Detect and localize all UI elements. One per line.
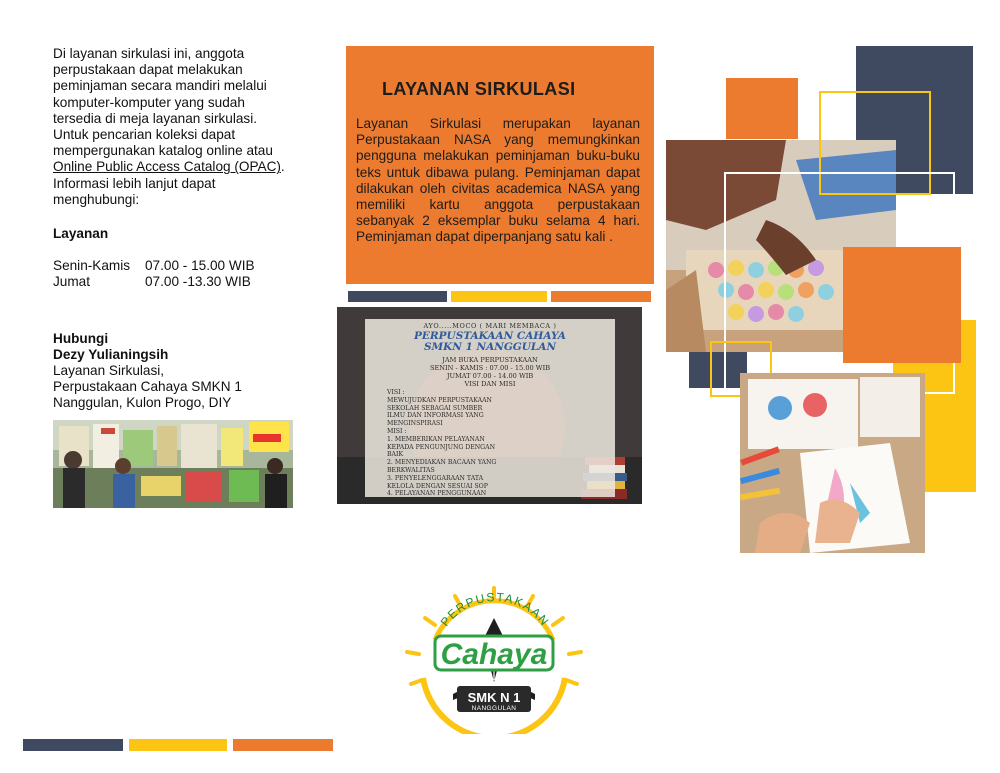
hours-row xyxy=(53,258,293,274)
left-column xyxy=(53,46,293,412)
child-drawing-photo xyxy=(740,373,925,553)
poster-tagline: AYO.....MOCO ( MARI MEMBACA ) xyxy=(423,322,557,330)
poster-hours xyxy=(365,356,615,388)
library-visitors-illustration xyxy=(53,420,293,508)
perpustakaan-cahaya-logo xyxy=(395,582,593,734)
poster-brand-line: SMKN 1 NANGGULAN xyxy=(423,341,557,353)
poster-vm-line: MEWUJUDKAN PERPUSTAKAAN xyxy=(387,396,492,404)
logo-name: Cahaya xyxy=(440,638,548,671)
hours-time: 07.00 -13.30 WIB xyxy=(145,274,251,290)
contact-block xyxy=(53,331,293,412)
poster-vm-line: 4. PELAYANAN PENGGUNAAN xyxy=(387,490,487,498)
poster-vm-line: VISI : xyxy=(387,389,405,396)
poster-brand xyxy=(365,331,615,353)
library-poster xyxy=(337,307,642,504)
poster-vm-line: ILMU DAN INFORMASI YANG xyxy=(387,412,484,420)
hours-day: Jumat xyxy=(53,274,91,290)
poster-vm-line: KELOLA DENGAN SESUAI SOP xyxy=(387,482,488,490)
hours-time: 07.00 - 15.00 WIB xyxy=(145,258,255,274)
poster-hours-weekday: SENIN - KAMIS : 07.00 - 15.00 WIB xyxy=(429,364,551,372)
poster-vm-line: MENGINSPIRASI xyxy=(387,420,443,428)
orange-divider-strip xyxy=(551,291,651,302)
navy-footer-bar xyxy=(23,739,123,751)
intro-paragraph xyxy=(53,46,293,208)
poster-vm-line: 3. PENYELENGGARAAN TATA xyxy=(387,474,484,482)
orange-square-decoration xyxy=(726,78,798,139)
contact-name: Dezy Yulianingsih xyxy=(53,346,169,362)
poster-vm-line: KEPADA PENGUNJUNG DENGAN xyxy=(387,443,495,451)
poster-vm-line: BERKWALITAS xyxy=(387,466,435,474)
circulation-info-box xyxy=(346,46,654,284)
poster-vm-heading: VISI DAN MISI xyxy=(464,380,516,388)
orange-overlay-square-decoration xyxy=(843,247,961,363)
contact-heading: Hubungi xyxy=(53,330,109,346)
poster-vision-mission xyxy=(387,389,597,504)
logo-school: SMK N 1 xyxy=(467,690,521,705)
yellow-footer-bar xyxy=(129,739,227,751)
poster-vm-line: 1. MEMBERIKAN PELAYANAN xyxy=(387,435,485,443)
poster-hours-friday: JUMAT 07.00 - 14.00 WIB xyxy=(446,372,534,380)
contact-line: Perpustakaan Cahaya SMKN 1 xyxy=(53,379,242,395)
orange-footer-bar xyxy=(233,739,333,751)
contact-line: Nanggulan, Kulon Progo, DIY xyxy=(53,395,232,411)
library-visitors-photo xyxy=(53,420,293,508)
navy-divider-strip xyxy=(348,291,447,302)
poster-vm-line: INTERNET DENGAN BIJAK xyxy=(387,498,475,504)
circulation-title: LAYANAN SIRKULASI xyxy=(382,79,576,99)
services-heading: Layanan xyxy=(53,226,109,242)
poster-vm-line: MISI : xyxy=(387,427,407,435)
circulation-description: Layanan Sirkulasi merupakan layanan Perpustakaan NASA yang memungkinkan pengguna melakukan peminjaman buku-buku teks untuk dibawa pulang. Peminjaman dapat dilakukan oleh civitas academica NASA yang memiliki kartu anggota perpustakaan sebanyak 2 eksemplar buku selama 4 hari. Peminjaman dapat diperpanjang satu kali . xyxy=(356,116,640,245)
yellow-divider-strip xyxy=(451,291,547,302)
logo-place: NANGGULAN xyxy=(471,705,517,712)
intro-text-end: . Informasi lebih lanjut dapat menghubungi: xyxy=(53,159,285,207)
poster-brand-line: PERPUSTAKAAN CAHAYA xyxy=(414,330,566,342)
poster-vm-line: SEKOLAH SEBAGAI SUMBER xyxy=(387,404,483,412)
opening-hours xyxy=(53,258,293,290)
intro-text: Di layanan sirkulasi ini, anggota perpustakaan dapat melakukan peminjaman secara mandiri melalui komputer-komputer yang sudah tersedia di meja layanan sirkulasi. Untuk pencarian koleksi dapat mempergunakan katalog online atau xyxy=(53,46,273,159)
logo-text-layer xyxy=(395,582,593,734)
poster-vm-line: BAIK xyxy=(387,451,404,459)
hours-row xyxy=(53,274,293,290)
poster-vm-line: 2. MENYEDIAKAN BACAAN YANG xyxy=(387,459,497,467)
opac-link[interactable]: Online Public Access Catalog (OPAC) xyxy=(53,159,281,175)
hours-day: Senin-Kamis xyxy=(53,258,131,274)
poster-hours-heading: JAM BUKA PERPUSTAKAAN xyxy=(442,356,538,364)
contact-line: Layanan Sirkulasi, xyxy=(53,363,165,379)
logo-arc-text: PERPUSTAKAAN xyxy=(437,589,553,629)
child-drawing-illustration xyxy=(740,373,925,553)
